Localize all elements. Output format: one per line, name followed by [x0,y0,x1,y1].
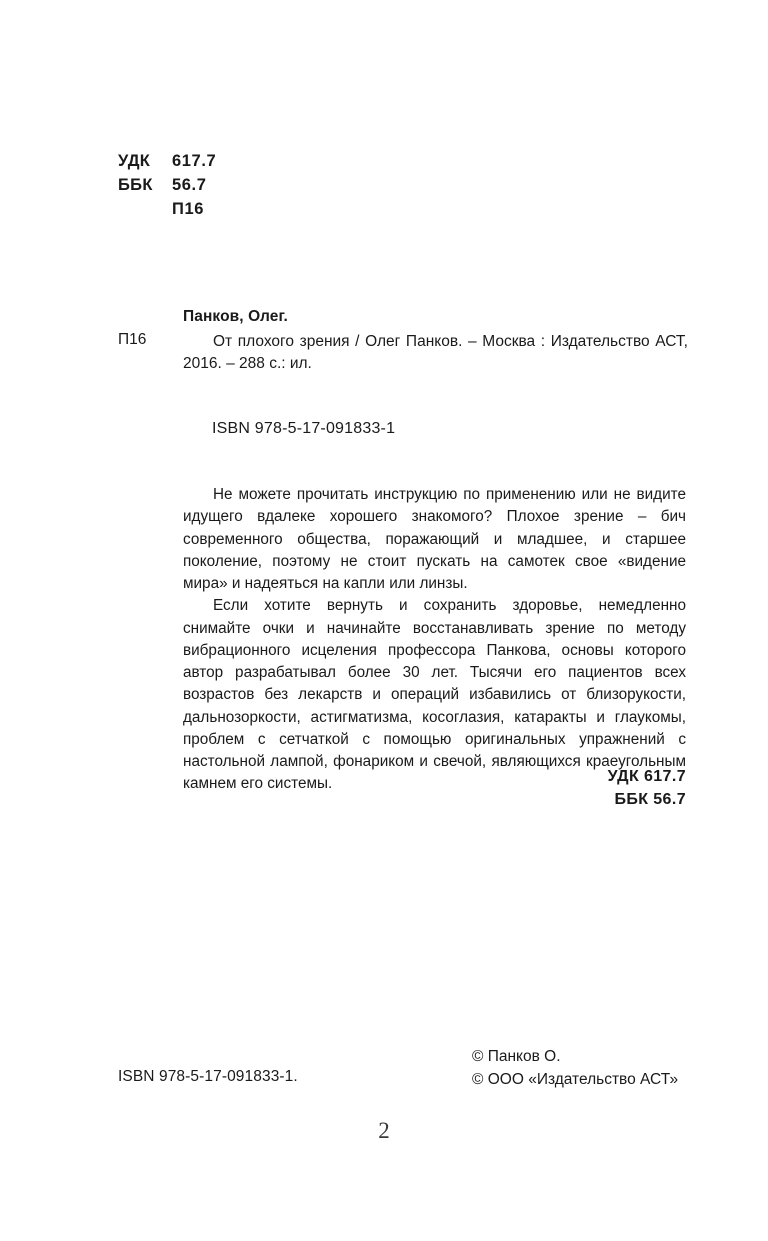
classification-value-author-code: П16 [172,200,205,218]
copyright-author: © Панков О. [472,1048,561,1065]
classification-row-bbk [118,176,216,200]
page-number: 2 [378,1118,390,1143]
isbn-footer: ISBN 978-5-17-091833-1. [118,1068,298,1085]
classification-block-bottom [186,766,686,811]
record-description: От плохого зрения / Олег Панков. – Москва : Издательство АСТ, 2016. – 288 с.: ил. [183,333,688,373]
classification-row-udk [118,152,216,176]
annotation-paragraph-1: Не можете прочитать инструкцию по применению или не видите идущего вдалеке хорошего знакомого? Плохое зрение – бич современного общества, поражающий и младшее, и старшее поколение, поэтому не стоит пускать на самотек свое «видение мира» и надеяться на капли или линзы. [183,486,686,592]
classification-bottom-udk: УДК 617.7 [607,768,686,785]
record-author-code: П16 [118,331,147,348]
classification-bottom-bbk: ББК 56.7 [614,790,686,808]
annotation-paragraph-2: Если хотите вернуть и сохранить здоровье, немедленно снимайте очки и начинайте восстанавливать зрение по методу вибрационного исцеления профессора Панкова, основы которого автор разрабатывал более 30 лет. Тысячи его пациентов всех возрастов без лекарств и операций избавились от близорукости, дальнозоркости, астигматизма, косоглазия, катаракты и глаукомы, проблем с сетчаткой с помощью оригинальных упражнений с настольной лампой, фонариком и свечой, являющихся краеугольным камнем его системы. [183,597,686,793]
classification-row-author-code [118,200,216,224]
record-author: Панков, Олег. [183,308,288,325]
copyright-publisher: © ООО «Издательство АСТ» [472,1070,679,1088]
annotation-block [183,484,686,796]
isbn-primary: ISBN 978-5-17-091833-1 [212,420,396,437]
classification-label-udk: УДК [118,152,151,170]
classification-label-bbk: ББК [118,176,153,194]
bibliographic-record [118,308,688,376]
classification-value-bbk: 56.7 [172,176,207,194]
classification-block-top [118,152,216,224]
classification-value-udk: 617.7 [172,152,217,170]
copyright-block [472,1046,678,1092]
record-body [118,331,688,376]
